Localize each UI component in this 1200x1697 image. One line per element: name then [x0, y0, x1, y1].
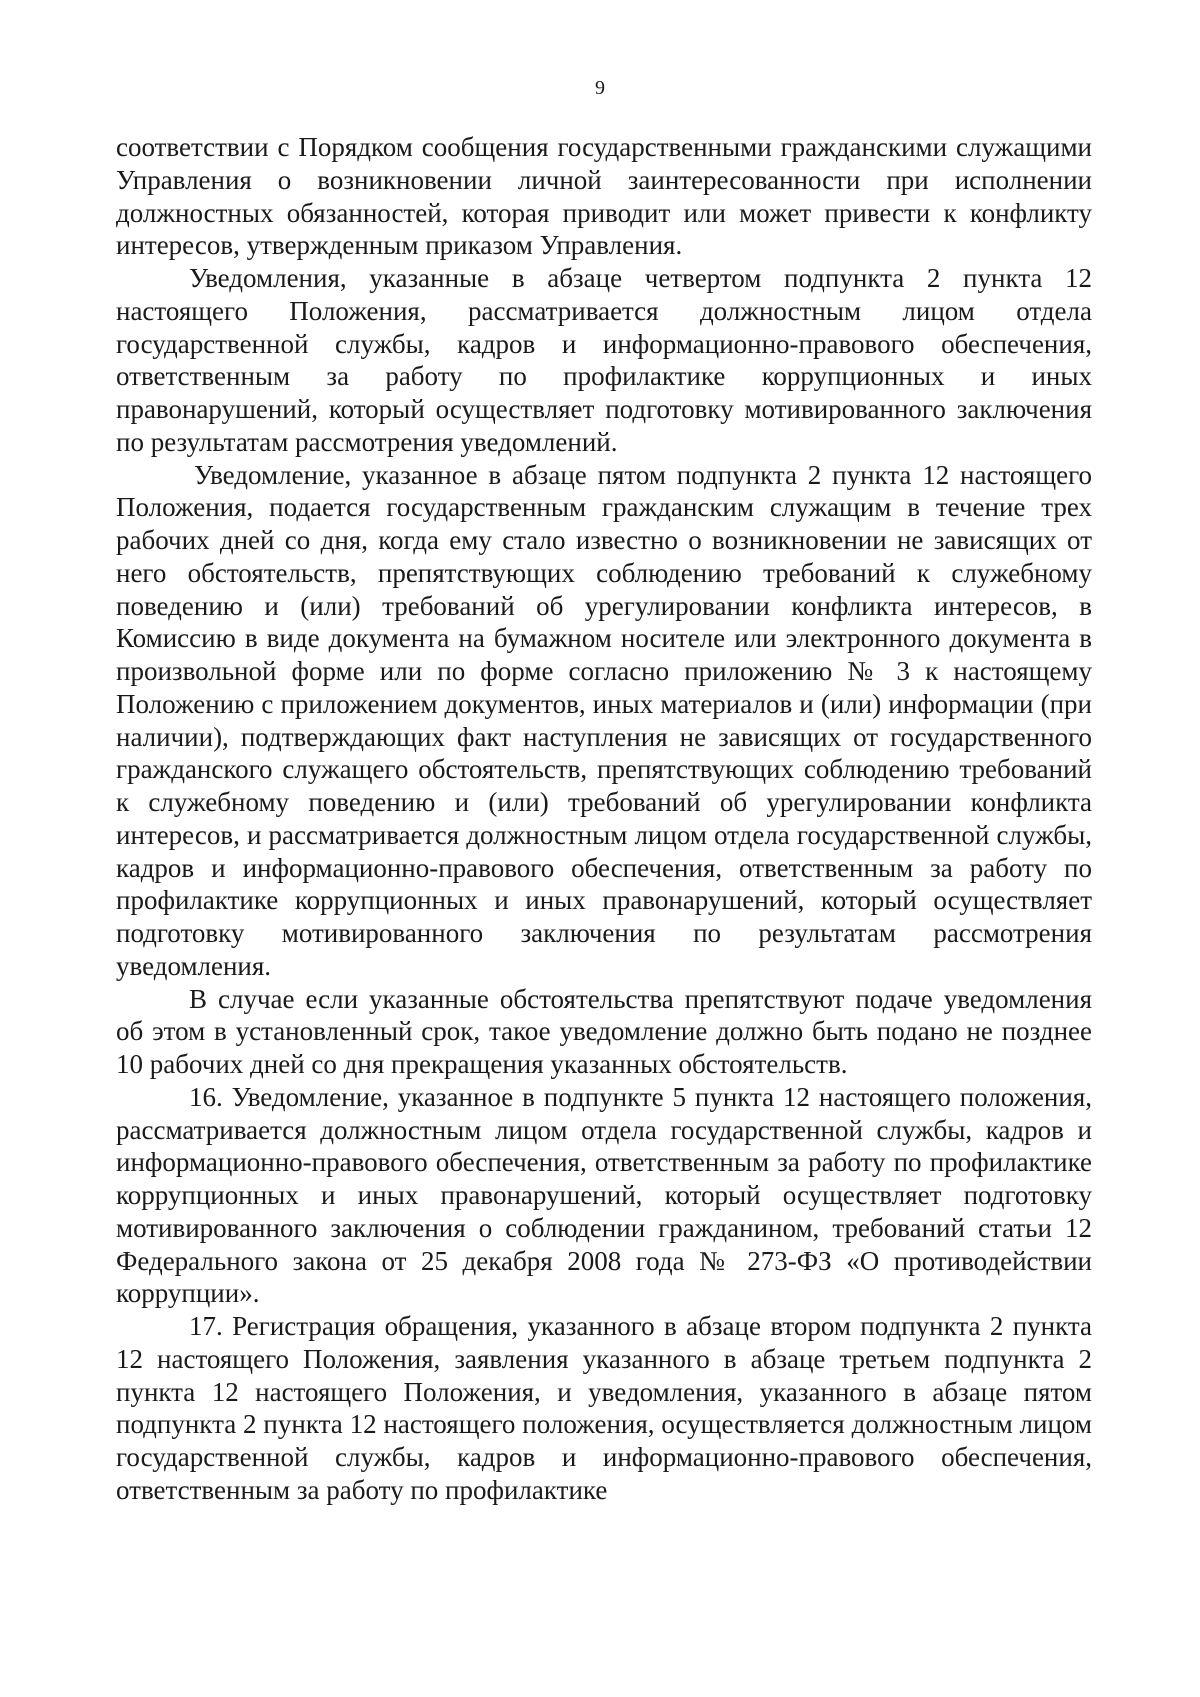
paragraph-continuation: соответствии с Порядком сообщения государственными гражданскими служащими Управления о возникновении личной заинтересованности при исполнении должностных обязанностей, которая приводит или может привести к конфликту интересов, утвержденным приказом Управления.	[116, 132, 1092, 261]
page-number: 9	[595, 77, 605, 99]
paragraph-deadline-extension: В случае если указанные обстоятельства препятствуют подаче уведомления об этом в установленный срок, такое уведомление должно быть подано не позднее 10 рабочих дней со дня прекращения указанных обстоятельств.	[116, 983, 1092, 1079]
paragraph-notification-review: Уведомления, указанные в абзаце четвертом подпункта 2 пункта 12 настоящего Положения, рассматривается должностным лицом отдела государственной службы, кадров и информационно-правового обеспечения, ответственным за работу по профилактике коррупционных и иных правонарушений, который осуществляет подготовку мотивированного заключения по результатам рассмотрения уведомлений.	[116, 263, 1092, 457]
document-body	[116, 131, 1092, 1507]
paragraph-notification-submission: Уведомление, указанное в абзаце пятом подпункта 2 пункта 12 настоящего Положения, подается государственным гражданским служащим в течение трех рабочих дней со дня, когда ему стало известно о возникновении не зависящих от него обстоятельств, препятствующих соблюдению требований к служебному поведению и (или) требований об урегулировании конфликта интересов, в Комиссию в виде документа на бумажном носителе или электронного документа в произвольной форме или по форме согласно приложению № 3 к настоящему Положению с приложением документов, иных материалов и (или) информации (при наличии), подтверждающих факт наступления не зависящих от государственного гражданского служащего обстоятельств, препятствующих соблюдению требований к служебному поведению и (или) требований об урегулировании конфликта интересов, и рассматривается должностным лицом отдела государственной службы, кадров и информационно-правового обеспечения, ответственным за работу по профилактике коррупционных и иных правонарушений, который осуществляет подготовку мотивированного заключения по результатам рассмотрения уведомления.	[116, 459, 1092, 981]
paragraph-item-16: 16. Уведомление, указанное в подпункте 5 пункта 12 настоящего положения, рассматривается должностным лицом отдела государственной службы, кадров и информационно-правового обеспечения, ответственным за работу по профилактике коррупционных и иных правонарушений, который осуществляет подготовку мотивированного заключения о соблюдении гражданином, требований статьи 12 Федерального закона от 25 декабря 2008 года № 273-ФЗ «О противодействии коррупции».	[116, 1081, 1092, 1309]
paragraph-item-17: 17. Регистрация обращения, указанного в абзаце втором подпункта 2 пункта 12 настоящего Положения, заявления указанного в абзаце третьем подпункта 2 пункта 12 настоящего Положения, и уведомления, указанного в абзаце пятом подпункта 2 пункта 12 настоящего положения, осуществляется должностным лицом государственной службы, кадров и информационно-правового обеспечения, ответственным за работу по профилактике	[116, 1311, 1092, 1505]
